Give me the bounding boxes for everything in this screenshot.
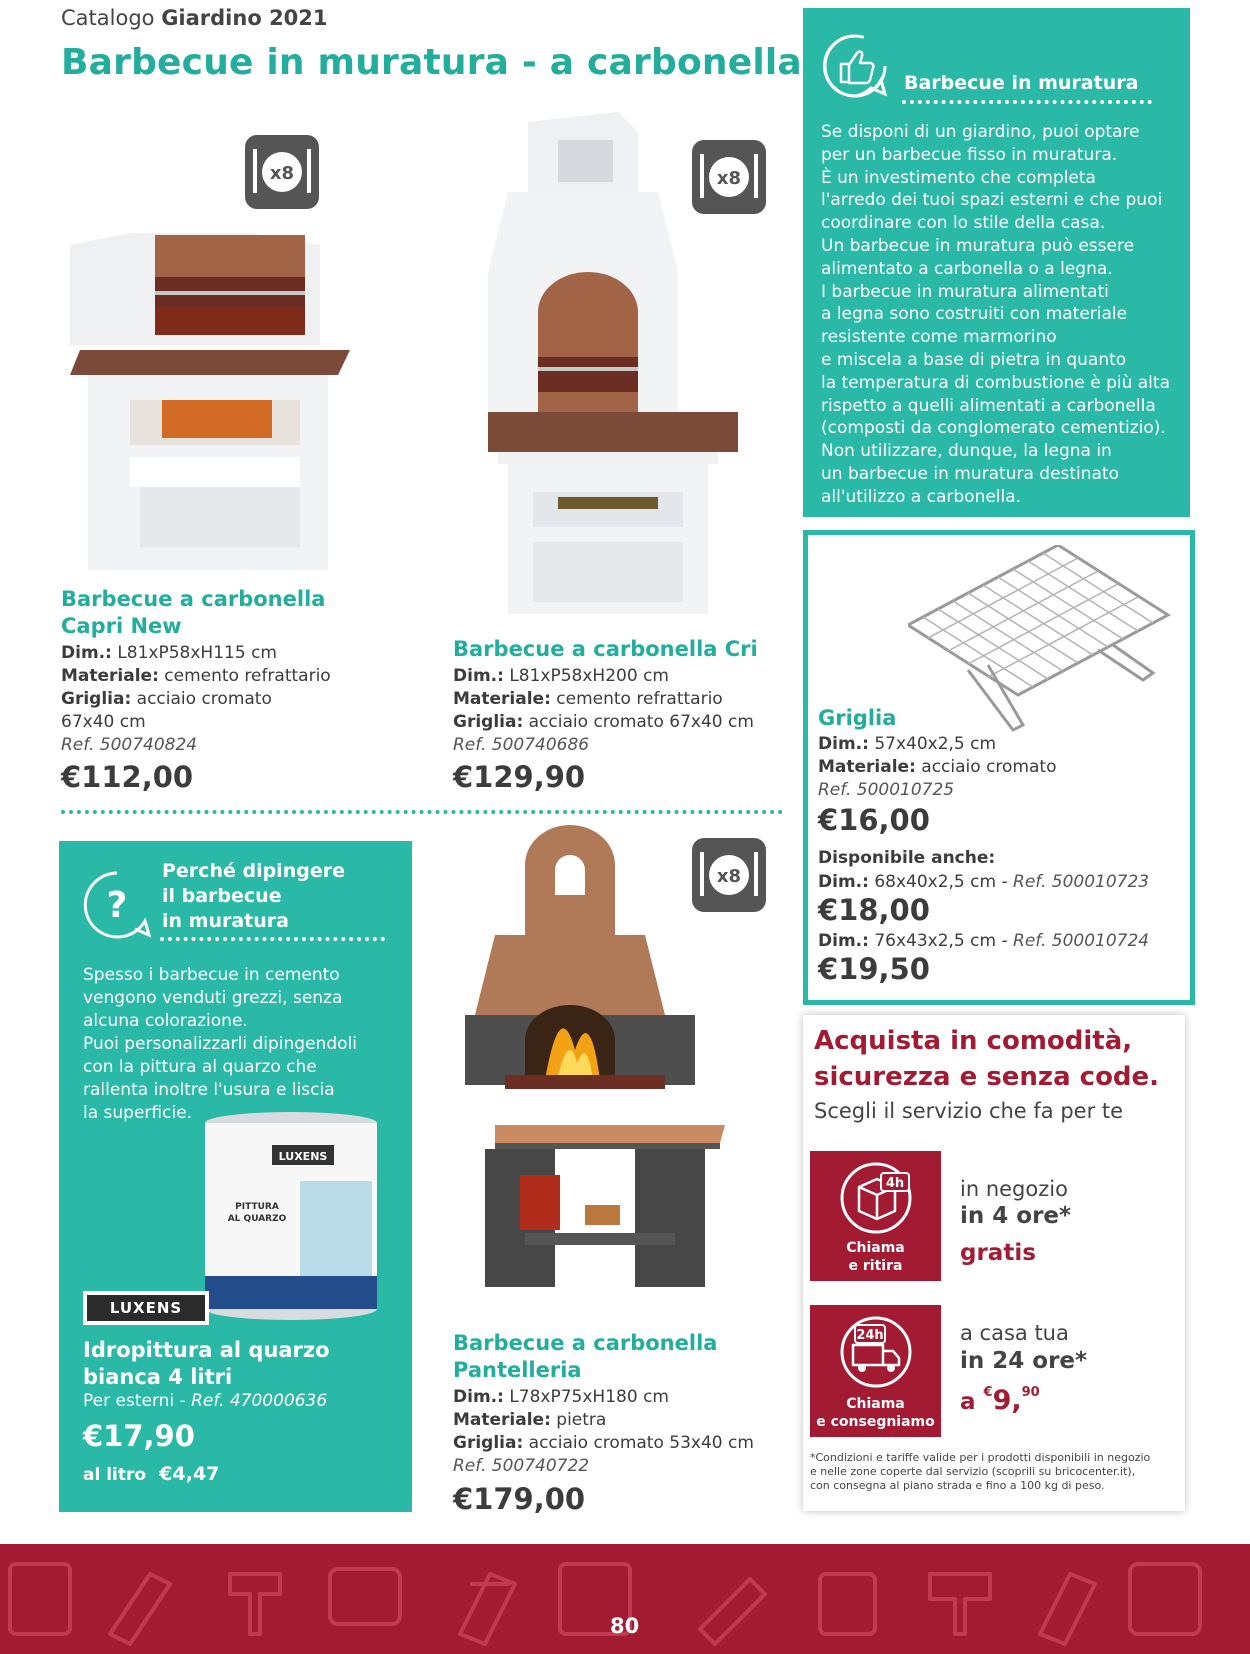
badge-count: x8 [269,163,295,184]
badge-count: x8 [716,168,742,189]
note-line: e nelle zone coperte dal servizio (scoprili su bricocenter.it), [810,1465,1136,1478]
tile-label-line: Chiama [846,1396,905,1412]
product-name-line: Pantelleria [453,1358,582,1382]
paint-product-name [83,1337,330,1391]
can-brand: LUXENS [278,1150,328,1163]
unit-price: €4,47 [159,1463,220,1485]
product-specs [453,665,754,757]
grill-grate-image [908,545,1178,745]
note-line: *Condizioni e tariffe valide per i prodotti disponibili in negozio [810,1451,1151,1464]
spec-label: Dim.: [453,1387,504,1407]
product-name [453,1330,717,1384]
spec-label: Dim.: [453,666,504,686]
service-subtitle: Scegli il servizio che fa per te [814,1099,1124,1123]
spec-label: Dim.: [61,643,112,663]
spec-value: cemento refrattario [556,689,723,709]
paint-line: vengono venduti grezzi, senza [83,988,343,1008]
variant-price: €19,50 [818,952,930,986]
brand-name: LUXENS [87,1295,205,1321]
spec-value: 57x40x2,5 cm [874,734,997,754]
spec-value: 76x43x2,5 cm [874,931,997,951]
info-line: È un investimento che completa [821,167,1096,188]
spec-value: acciaio cromato 53x40 cm [528,1433,754,1453]
product-ref: Ref. 500010723 [1013,872,1150,892]
plate-cutlery-icon [692,838,766,912]
product-name [61,586,325,640]
divider [902,100,1152,104]
spec-value: 68x40x2,5 cm [874,872,997,892]
price-currency: € [983,1385,993,1400]
paint-line: alcuna colorazione. [83,1011,248,1031]
info-line: per un barbecue fisso in muratura. [821,144,1118,165]
product-specs [61,642,331,757]
info-line: coordinare con lo stile della casa. [821,213,1106,234]
call-and-collect-tile[interactable] [810,1151,941,1281]
paint-line: rallenta inoltre l'usura e liscia [83,1080,335,1100]
info-line: I barbecue in muratura alimentati [821,281,1109,302]
product-ref: Ref. 500010725 [818,780,955,800]
spec-value: pietra [556,1410,607,1430]
product-name-line: Capri New [61,614,182,638]
page-number: 80 [610,1614,640,1638]
product-name: Griglia [818,706,897,730]
heading-line: sicurezza e senza code. [814,1062,1160,1092]
tile-badge: 24h [856,1328,884,1343]
capacity-badge [245,135,319,209]
info-line: Un barbecue in muratura può essere [821,235,1135,256]
plate-cutlery-icon [692,140,766,214]
tile-label-line: e consegniamo [816,1414,935,1430]
paint-box [59,841,412,1512]
option-time: in 24 ore* [960,1348,1088,1374]
info-line: l'arredo dei tuoi spazi esterni e che puoi [821,190,1163,211]
paint-box-title [162,859,345,934]
info-line: un barbecue in muratura destinato [821,463,1120,484]
spec-value: cemento refrattario [164,666,331,686]
product-name-line: bianca 4 litri [83,1365,233,1389]
tile-label-line: e ritira [848,1258,903,1274]
capacity-badge [692,140,766,214]
catalog-prefix: Catalogo [61,6,155,30]
paint-usage: Per esterni - [83,1391,192,1411]
product-specs [453,1386,754,1478]
note-line: con consegna al piano strada e fino a 100 kg di peso. [810,1479,1105,1492]
product-ref: Ref. 500740824 [61,735,198,755]
box-4h-icon [835,1159,917,1237]
product-name: Barbecue a carbonella Cri [453,637,758,661]
product-ref: Ref. 500740722 [453,1456,590,1476]
info-line: alimentato a carbonella o a legna. [821,258,1113,279]
option-location: in negozio [960,1177,1068,1201]
catalog-name: Giardino 2021 [161,6,328,30]
title-line: in muratura [162,910,289,932]
title-line: il barbecue [162,885,282,907]
spec-value: L81xP58xH200 cm [509,666,669,686]
can-label: AL QUARZO [227,1214,287,1224]
product-price: €129,90 [453,760,586,794]
price-prefix: a [960,1389,976,1415]
spec-value: L81xP58xH115 cm [117,643,277,663]
truck-24h-icon [835,1313,917,1391]
price-decimals: 90 [1021,1385,1040,1400]
capri-new-bbq-image [70,225,350,575]
product-ref: Ref. 500010724 [1013,931,1150,951]
spec-label: Materiale: [453,1410,551,1430]
paint-subtitle [83,1391,327,1411]
info-line: rispetto a quelli alimentati a carbonella [821,395,1156,416]
spec-label: Griglia: [453,1433,524,1453]
capacity-badge [692,838,766,912]
spec-label: Dim.: [818,872,869,892]
paint-can-image [202,1111,380,1321]
paint-line: Spesso i barbecue in cemento [83,965,340,985]
paint-line: Puoi personalizzarli dipingendoli [83,1034,357,1054]
price-integer: 9, [992,1385,1022,1416]
divider [160,937,385,941]
product-name-line: Barbecue a carbonella [61,587,326,611]
product-price: €179,00 [453,1482,586,1516]
spec-label: Dim.: [818,734,869,754]
service-note [810,1451,1180,1493]
product-price: €112,00 [61,760,194,794]
spec-label: Griglia: [453,712,524,732]
also-available-label: Disponibile anche: [818,848,996,868]
tile-label [810,1239,941,1275]
pantelleria-bbq-image [465,825,730,1295]
info-text [821,121,1183,509]
spec-label: Materiale: [818,757,916,777]
spec-label: Materiale: [453,689,551,709]
info-box [803,8,1190,517]
service-heading [814,1023,1159,1095]
page-title: Barbecue in muratura - a carbonella [61,42,802,83]
spec-value: acciaio cromato 67x40 cm [528,712,754,732]
spec-label: Dim.: [818,931,869,951]
product-price: €16,00 [818,803,930,837]
option-price: gratis [960,1240,1036,1266]
info-line: Se disponi di un giardino, puoi optare [821,122,1140,142]
info-title: Barbecue in muratura [904,72,1139,94]
option-price [960,1385,1040,1416]
call-and-deliver-tile[interactable] [810,1305,941,1437]
info-line: all'utilizzo a carbonella. [821,486,1022,507]
tile-label [810,1395,941,1431]
product-name-line: Idropittura al quarzo [83,1338,330,1362]
spec-value: 67x40 cm [61,712,146,732]
spec-value: L78xP75xH180 cm [509,1387,669,1407]
can-label: PITTURA [235,1202,279,1212]
spec-value: acciaio cromato [921,757,1057,777]
variant-specs: Dim.: 76x43x2,5 cm - Ref. 500010724 [818,931,1150,951]
thumbs-up-icon [821,32,889,100]
spec-value: acciaio cromato [136,689,272,709]
product-ref: Ref. 470000636 [191,1391,328,1411]
grill-box [803,530,1195,1005]
product-specs [818,733,1056,802]
info-line: e miscela a base di pietra in quanto [821,349,1127,370]
catalog-header [61,6,328,30]
paint-price: €17,90 [83,1419,195,1453]
paint-line: la superficie. [83,1103,193,1123]
title-line: Perché dipingere [162,860,345,882]
paint-box-text [83,964,403,1125]
option-location: a casa tua [960,1321,1069,1345]
service-box [803,1015,1185,1511]
unit-label: al litro [83,1465,147,1485]
option-time: in 4 ore* [960,1203,1072,1229]
info-line: resistente come marmorino [821,327,1057,348]
variant-specs: Dim.: 68x40x2,5 cm - Ref. 500010723 [818,872,1150,892]
spec-label: Griglia: [61,689,132,709]
spec-label: Materiale: [61,666,159,686]
paint-unit-price [83,1463,219,1485]
info-line: (composti da conglomerato cementizio). [821,418,1166,439]
info-line: a legna sono costruiti con materiale [821,304,1128,325]
variant-price: €18,00 [818,893,930,927]
tile-badge: 4h [885,1176,905,1191]
section-divider [61,810,783,814]
badge-count: x8 [716,866,742,887]
svg-text:?: ? [106,885,128,926]
plate-cutlery-icon [245,135,319,209]
product-ref: Ref. 500740686 [453,735,590,755]
tile-label-line: Chiama [846,1240,905,1256]
question-icon [81,869,153,941]
product-name-line: Barbecue a carbonella [453,1331,718,1355]
paint-line: con la pittura al quarzo che [83,1057,317,1077]
heading-line: Acquista in comodità, [814,1026,1133,1056]
luxens-logo [83,1291,209,1325]
info-line: Non utilizzare, dunque, la legna in [821,441,1112,462]
info-line: la temperatura di combustione è più alta [821,372,1170,393]
